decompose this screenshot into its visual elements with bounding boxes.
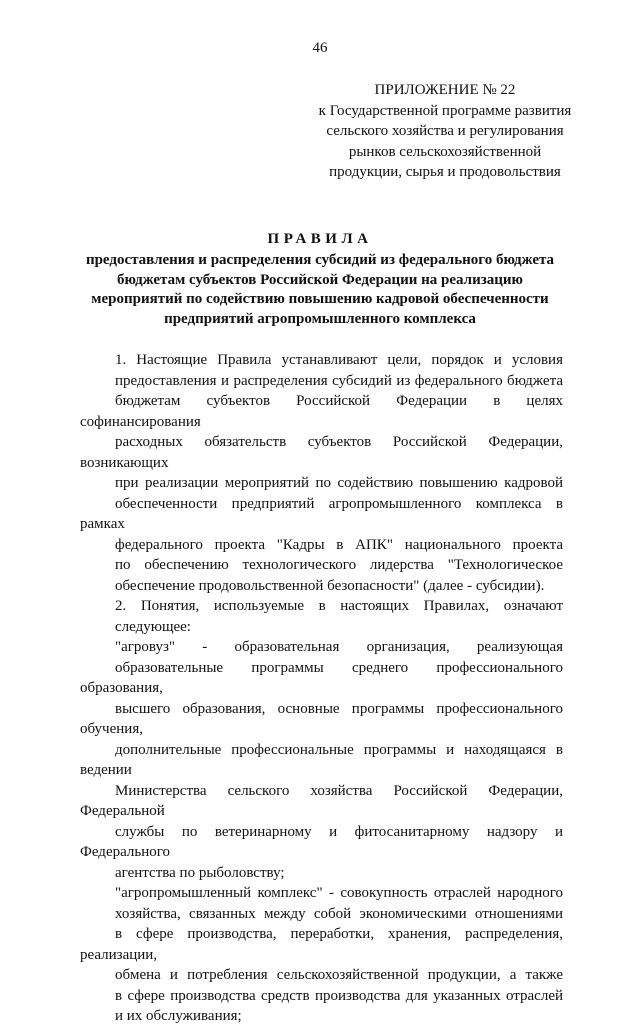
- body-line: обеспеченности предприятий агропромышленного комплекса в рамках: [80, 495, 563, 532]
- body-line: службы по ветеринарному и фитосанитарному надзору и Федерального: [80, 823, 563, 860]
- body-line: расходных обязательств субъектов Российской Федерации, возникающих: [80, 434, 563, 471]
- appendix-line: рынков сельскохозяйственной: [348, 143, 542, 160]
- body-line: предоставления и распределения субсидий из федерального бюджета: [115, 372, 563, 389]
- body-line: по обеспечению технологического лидерства "Технологическое: [115, 557, 563, 573]
- body-line: агентства по рыболовству;: [115, 864, 285, 881]
- paragraph-3: [80, 637, 563, 883]
- document-subtitle: [78, 251, 562, 329]
- paragraph-1: [80, 350, 563, 596]
- body-line: дополнительные профессиональные программы и находящаяся в ведении: [80, 741, 563, 778]
- body-line: в сфере производства средств производства для указанных отраслей: [115, 987, 563, 1004]
- body-line: "агровуз" - образовательная организация, реализующая: [115, 639, 563, 655]
- body-line: обмена и потребления сельскохозяйственной продукции, а также: [115, 967, 563, 983]
- subtitle-line: мероприятий по содействию повышению кадровой обеспеченности: [91, 291, 549, 307]
- body-line: хозяйства, связанных между собой экономическими отношениями: [115, 905, 563, 922]
- body-line: высшего образования, основные программы профессионального обучения,: [80, 700, 563, 737]
- appendix-line: продукции, сырья и продовольствия: [329, 164, 561, 180]
- body-line: следующее:: [115, 618, 191, 635]
- appendix-line: сельского хозяйства и регулирования: [326, 123, 564, 139]
- body-line: при реализации мероприятий по содействию повышению кадровой: [115, 475, 563, 491]
- appendix-title: ПРИЛОЖЕНИЕ № 22: [374, 82, 516, 98]
- body-line: образовательные программы среднего профессионального образования,: [80, 659, 563, 696]
- subtitle-line: бюджетам субъектов Российской Федерации на реализацию: [117, 271, 523, 288]
- subtitle-line: предоставления и распределения субсидий из федерального бюджета: [85, 252, 555, 268]
- body-line: и их обслуживания;: [115, 1008, 242, 1024]
- page-number: 46: [312, 40, 328, 56]
- body-line: Министерства сельского хозяйства Российской Федерации, Федеральной: [80, 782, 563, 819]
- body-line: 2. Понятия, используемые в настоящих Правилах, означают: [115, 598, 563, 614]
- body-line: "агропромышленный комплекс" - совокупность отраслей народного: [115, 885, 563, 901]
- appendix-line: к Государственной программе развития: [318, 102, 572, 119]
- appendix-header: [290, 80, 600, 183]
- body-line: 1. Настоящие Правила устанавливают цели, порядок и условия: [115, 352, 563, 368]
- body-line: федерального проекта "Кадры в АПК" национального проекта: [115, 536, 563, 553]
- paragraph-2: [80, 596, 563, 637]
- body-line: бюджетам субъектов Российской Федерации в целях софинансирования: [80, 393, 563, 430]
- subtitle-line: предприятий агропромышленного комплекса: [164, 310, 476, 327]
- body-line: в сфере производства, переработки, хранения, распределения, реализации,: [80, 926, 563, 963]
- body-line: обеспечение продовольственной безопасности" (далее - субсидии).: [115, 577, 545, 594]
- document-title: ПРАВИЛА: [267, 231, 373, 247]
- document-body: [80, 350, 563, 1027]
